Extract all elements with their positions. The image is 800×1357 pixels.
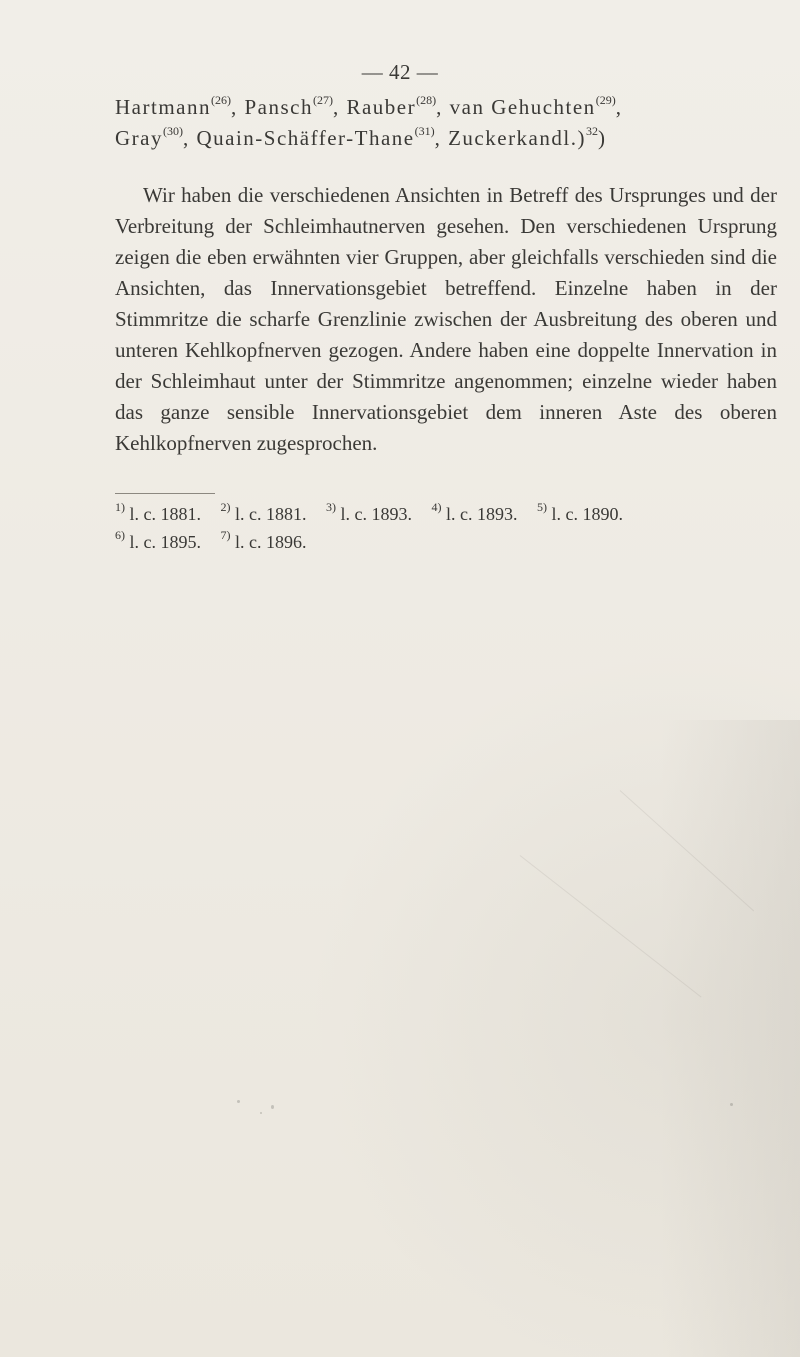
paragraph-text: Wir haben die verschiedenen Ansichten in Betreff des Ursprunges und der Verbreitung der Schleimhautnerven gesehen. Den verschiedenen Ursprung zeigen die eben erwähnten vier Gruppen, aber gleichfalls verschieden sind die Ansichten, das Innervationsgebiet betreffend. Einzelne haben in der Stimmritze die scharfe Grenzlinie zwischen der Ausbreitung des oberen und unteren Kehlkopfnerven gezogen. Andere haben eine doppelte Innervation in der Schleimhaut unter der Stimmritze angenommen; einzelne wieder haben das ganze sensible Innervationsgebiet dem inneren Aste des oberen Kehlkopfnerven zugesprochen. [115, 183, 777, 455]
author-reference: 32 [585, 124, 598, 138]
author-name: Quain-Schäffer-Thane [196, 126, 415, 150]
author-name: Hartmann [115, 95, 211, 119]
author-line-1: Hartmann$^{(26)}$, Pansch$^{(27)}$, Rauber$^{(28)}$, van Gehuchten$^{(29)}$, [115, 93, 623, 119]
footnote-number: 6) [115, 528, 125, 542]
footnote-number: 2) [220, 500, 231, 514]
footnote: $^{5)}$ l. c. 1890. [537, 500, 623, 524]
author-reference: (29) [595, 93, 616, 107]
footnote-number: 3) [326, 500, 336, 514]
footnote-number: 1) [115, 500, 125, 514]
paper-fold-shadow [660, 720, 800, 1357]
page-number: — 42 — [361, 60, 439, 84]
footnote: $^{7)}$ l. c. 1896. [220, 528, 307, 552]
footnote-number: 5) [537, 500, 547, 514]
author-name: Zuckerkandl.) [448, 126, 586, 150]
body-paragraph [115, 180, 777, 459]
author-reference: (26) [210, 93, 231, 107]
author-name: van Gehuchten [449, 95, 596, 119]
author-name: Gray [115, 126, 163, 150]
author-name: Rauber [346, 95, 417, 119]
paper-speck [260, 1112, 262, 1114]
footnotes [115, 500, 780, 556]
footnote-line-1 [115, 500, 780, 528]
footnote: $^{3)}$ l. c. 1893. [326, 500, 412, 524]
author-list [115, 92, 775, 154]
footnote-number: 7) [220, 528, 231, 542]
paper-speck [237, 1100, 240, 1103]
footnote-separator [115, 493, 215, 494]
author-line-2: Gray$^{(30)}$, Quain-Schäffer-Thane$^{(31)}$, Zuckerkandl.)$^{32}$) [115, 124, 607, 150]
author-reference: (31) [414, 124, 435, 138]
author-name: Pansch [244, 95, 313, 119]
author-reference: (27) [312, 93, 333, 107]
footnote-line-2 [115, 528, 780, 556]
author-reference: (28) [416, 93, 437, 107]
footnote: $^{2)}$ l. c. 1881. [220, 500, 307, 524]
footnote: $^{4)}$ l. c. 1893. [431, 500, 518, 524]
footnote: $^{1)}$ l. c. 1881. [115, 500, 201, 524]
footnote-number: 4) [431, 500, 442, 514]
footnote: $^{6)}$ l. c. 1895. [115, 528, 201, 552]
paper-speck [730, 1103, 733, 1106]
author-reference: (30) [162, 124, 183, 138]
paper-speck [271, 1105, 274, 1109]
